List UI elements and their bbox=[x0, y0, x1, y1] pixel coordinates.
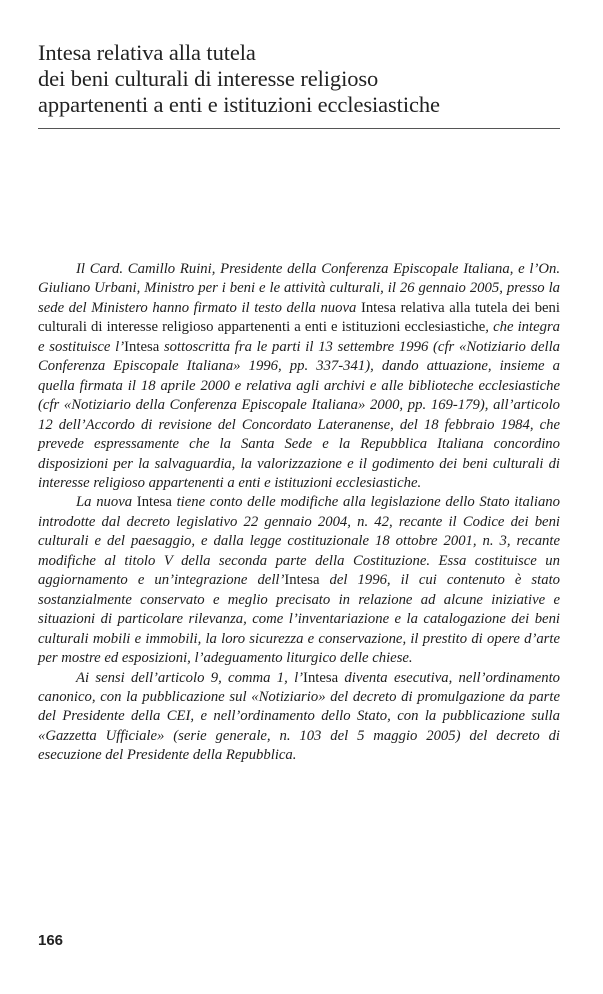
paragraph-1 bbox=[38, 260, 560, 493]
page-number: 166 bbox=[38, 932, 64, 949]
paragraph-3 bbox=[38, 669, 560, 766]
title-divider bbox=[38, 128, 560, 129]
p2-text-1: La nuova bbox=[76, 494, 137, 511]
body-text bbox=[38, 260, 560, 766]
title-line-2: dei beni culturali di interesse religioso bbox=[38, 66, 379, 91]
p1-text-4: Intesa bbox=[124, 338, 160, 355]
p1-text-2: Intesa relativa alla tutela dei beni culturali di interesse religioso appartenenti a enti e istituzioni ecclesiastiche bbox=[38, 299, 560, 336]
p3-text-1: Ai sensi dell’articolo 9, comma 1, l’ bbox=[76, 669, 304, 686]
p3-text-2: Intesa bbox=[303, 669, 339, 686]
page-title bbox=[38, 40, 568, 118]
p2-text-2: Intesa bbox=[136, 494, 172, 511]
p2-text-3: tiene conto delle modifiche alla legislazione dello Stato italiano introdotte dal decreto legislativo 22 gennaio 2004, n. 42, recante il Codice dei beni culturali e del paesaggio, e dalla legge costituzionale 18 ottobre 2001, n. 3, recante modifiche al titolo V della seconda parte della Costituzione. Essa costituisce un aggiornamento e un’integrazione dell’ bbox=[38, 494, 560, 589]
p1-text-5: sottoscritta fra le parti il 13 settembre 1996 (cfr «Notiziario della Conferenza Episcopale Italiana» 1996, pp. 337-341), dando attuazione, insieme a quella firmata il 18 aprile 2000 e relativa agli archivi e alle biblioteche ecclesiastiche (cfr «Notiziario della Conferenza Episcopale Italiana» 2000, pp. 169-179), all’articolo 12 dell’Accordo di revisione del Concordato Lateranense, del 18 febbraio 1984, che prevede espressamente che la Santa Sede e la Repubblica Italiana concordino disposizioni per la salvaguardia, la valorizzazione e il godimento dei beni culturali di interesse religioso appartenenti a enti e istituzioni ecclesiastiche. bbox=[38, 338, 560, 491]
title-line-3: appartenenti a enti e istituzioni ecclesiastiche bbox=[38, 92, 440, 117]
p1-text-1: Il Card. Camillo Ruini, Presidente della Conferenza Episcopale Italiana, e l’On. Giuliano Urbani, Ministro per i beni e le attività culturali, il 26 gennaio 2005, presso la sede del Ministero hanno firmato il testo della nuova bbox=[38, 261, 560, 316]
p3-text-3: diventa esecutiva, nell’ordinamento canonico, con la pubblicazione sul «Notiziario» del decreto di promulgazione da parte del Presidente della CEI, e nell’ordinamento dello Stato, con la pubblicazione sulla «Gazzetta Ufficiale» (serie generale, n. 103 del 5 maggio 2005) del decreto di esecuzione del Presidente della Repubblica. bbox=[38, 669, 560, 764]
title-line-1: Intesa relativa alla tutela bbox=[38, 40, 256, 65]
p2-text-5: del 1996, il cui contenuto è stato sostanzialmente conservato e meglio precisato in relazione ad alcune iniziative e situazioni di particolare rilevanza, come l’inventariazione e la catalogazione dei beni culturali mobili e immobili, la loro sicurezza e conservazione, il prestito di opere d’arte per mostre ed esposizioni, l’adeguamento liturgico delle chiese. bbox=[38, 572, 560, 667]
paragraph-2 bbox=[38, 493, 560, 668]
p2-text-4: Intesa bbox=[284, 572, 320, 589]
p1-text-3: , che integra e sostituisce l’ bbox=[38, 319, 561, 355]
